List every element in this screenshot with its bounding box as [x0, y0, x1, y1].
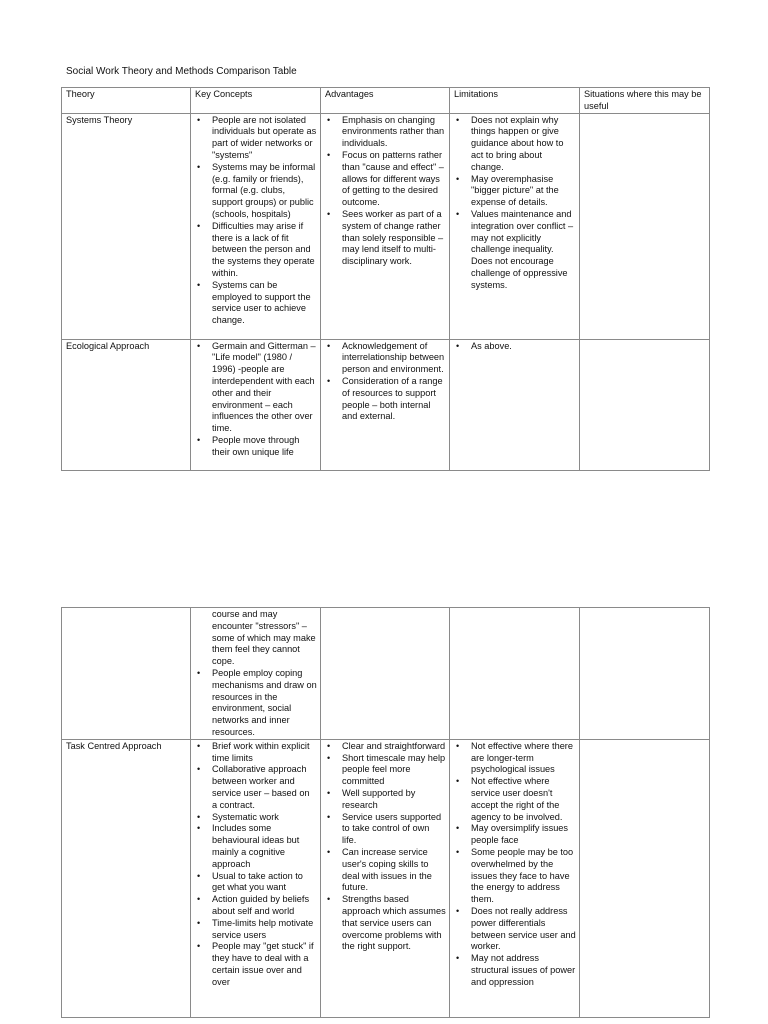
- list-item: • People move through their own unique life: [195, 435, 317, 459]
- key-concepts-clip: [195, 341, 317, 469]
- advantages-cell: [321, 739, 450, 1017]
- theory-cell: Ecological Approach: [62, 339, 191, 470]
- limitations-list: [454, 741, 576, 989]
- list-item: • Does not really address power differentials between service user and worker.: [454, 906, 576, 953]
- list-item: • Consideration of a range of resources to support people – both internal and external.: [325, 376, 446, 423]
- list-item: • Some people may be too overwhelmed by the issues they face to have the energy to address them.: [454, 847, 576, 906]
- list-item: • Brief work within explicit time limits: [195, 741, 317, 765]
- key-concepts-list: [195, 668, 317, 739]
- list-item: • May oversimplify issues people face: [454, 823, 576, 847]
- limitations-list: [454, 115, 576, 292]
- list-item: • Germain and Gitterman – "Life model" (1980 / 1996) -people are interdependent with each other and their environment – each influences the other over time.: [195, 341, 317, 435]
- theory-cell: [62, 608, 191, 740]
- continued-text: course and may encounter "stressors" – some of which may make them feel they cannot cope.: [212, 609, 316, 667]
- theory-cell: Task Centred Approach: [62, 739, 191, 1017]
- limitations-cell: [450, 339, 580, 470]
- list-item: • Well supported by research: [325, 788, 446, 812]
- list-item: • People are not isolated individuals but operate as part of wider networks or "systems": [195, 115, 317, 162]
- advantages-list: [325, 341, 446, 424]
- list-item: • Usual to take action to get what you want: [195, 871, 317, 895]
- limitations-clip: [454, 741, 576, 1017]
- advantages-list: [325, 741, 446, 953]
- header-row: [62, 88, 710, 114]
- list-item: • Short timescale may help people feel more committed: [325, 753, 446, 788]
- limitations-list: [454, 341, 576, 353]
- situations-cell: [580, 339, 710, 470]
- key-concepts-list: [195, 341, 317, 459]
- list-item: • As above.: [454, 341, 576, 353]
- list-item: • Focus on patterns rather than "cause and effect" – allows for different ways of getting to the desired outcome.: [325, 150, 446, 209]
- list-item: • People employ coping mechanisms and draw on resources in the environment, social networks and inner resources.: [195, 668, 317, 739]
- list-item: • Values maintenance and integration over conflict – may not explicitly challenge inequality. Does not encourage challenge of oppressive systems.: [454, 209, 576, 292]
- comparison-table-page-1: [61, 87, 710, 471]
- header-advantages: Advantages: [321, 88, 450, 114]
- limitations-cell: [450, 739, 580, 1017]
- list-item: • May not address structural issues of power and oppression: [454, 953, 576, 988]
- list-item: • Action guided by beliefs about self and world: [195, 894, 317, 918]
- comparison-table-page-2: [61, 607, 710, 1018]
- list-item: • Systematic work: [195, 812, 317, 824]
- list-item: • Sees worker as part of a system of change rather than solely responsible – may lend itself to multi-disciplinary work.: [325, 209, 446, 268]
- key-concepts-cell: [191, 739, 321, 1017]
- list-item: • Collaborative approach between worker and service user – based on a contract.: [195, 764, 317, 811]
- situations-cell: [580, 739, 710, 1017]
- table-row-task-centred-approach: [62, 739, 710, 1017]
- key-concepts-cell: [191, 608, 321, 740]
- list-item: • Strengths based approach which assumes that service users can overcome problems with the right support.: [325, 894, 446, 953]
- key-concepts-cell: [191, 113, 321, 339]
- list-item: • Not effective where service user doesn't accept the right of the agency to be involved.: [454, 776, 576, 823]
- situations-cell: [580, 113, 710, 339]
- advantages-cell: [321, 608, 450, 740]
- advantages-list: [325, 115, 446, 268]
- list-item: • May overemphasise "bigger picture" at the expense of details.: [454, 174, 576, 209]
- list-item: • Includes some behavioural ideas but mainly a cognitive approach: [195, 823, 317, 870]
- header-limitations: Limitations: [450, 88, 580, 114]
- advantages-cell: [321, 113, 450, 339]
- limitations-cell: [450, 608, 580, 740]
- key-concepts-list: [195, 115, 317, 327]
- header-situations: Situations where this may be useful: [580, 88, 710, 114]
- list-item: • People may "get stuck" if they have to deal with a certain issue over and over: [195, 941, 317, 988]
- list-item: • Does not explain why things happen or give guidance about how to act to bring about change.: [454, 115, 576, 174]
- document-title: Social Work Theory and Methods Comparison Table: [66, 66, 297, 77]
- advantages-cell: [321, 339, 450, 470]
- header-key-concepts: Key Concepts: [191, 88, 321, 114]
- key-concepts-clip: [195, 741, 317, 1017]
- header-theory: Theory: [62, 88, 191, 114]
- key-concepts-cell: [191, 339, 321, 470]
- list-item: • Difficulties may arise if there is a lack of fit between the person and the systems they operate within.: [195, 221, 317, 280]
- list-item: • Acknowledgement of interrelationship between person and environment.: [325, 341, 446, 376]
- table-row-ecological-approach: [62, 339, 710, 470]
- theory-cell: Systems Theory: [62, 113, 191, 339]
- list-item: • Not effective where there are longer-term psychological issues: [454, 741, 576, 776]
- table-row-systems-theory: [62, 113, 710, 339]
- list-item: • Service users supported to take control of own life.: [325, 812, 446, 847]
- table-row-continuation: [62, 608, 710, 740]
- list-item: • Can increase service user's coping skills to deal with issues in the future.: [325, 847, 446, 894]
- list-item: • Clear and straightforward: [325, 741, 446, 753]
- limitations-cell: [450, 113, 580, 339]
- list-item: • Time-limits help motivate service users: [195, 918, 317, 942]
- list-item: • Systems may be informal (e.g. family or friends), formal (e.g. clubs, support groups) or public (schools, hospitals): [195, 162, 317, 221]
- key-concepts-list: [195, 741, 317, 989]
- situations-cell: [580, 608, 710, 740]
- list-item: • Emphasis on changing environments rather than individuals.: [325, 115, 446, 150]
- list-item: • Systems can be employed to support the service user to achieve change.: [195, 280, 317, 327]
